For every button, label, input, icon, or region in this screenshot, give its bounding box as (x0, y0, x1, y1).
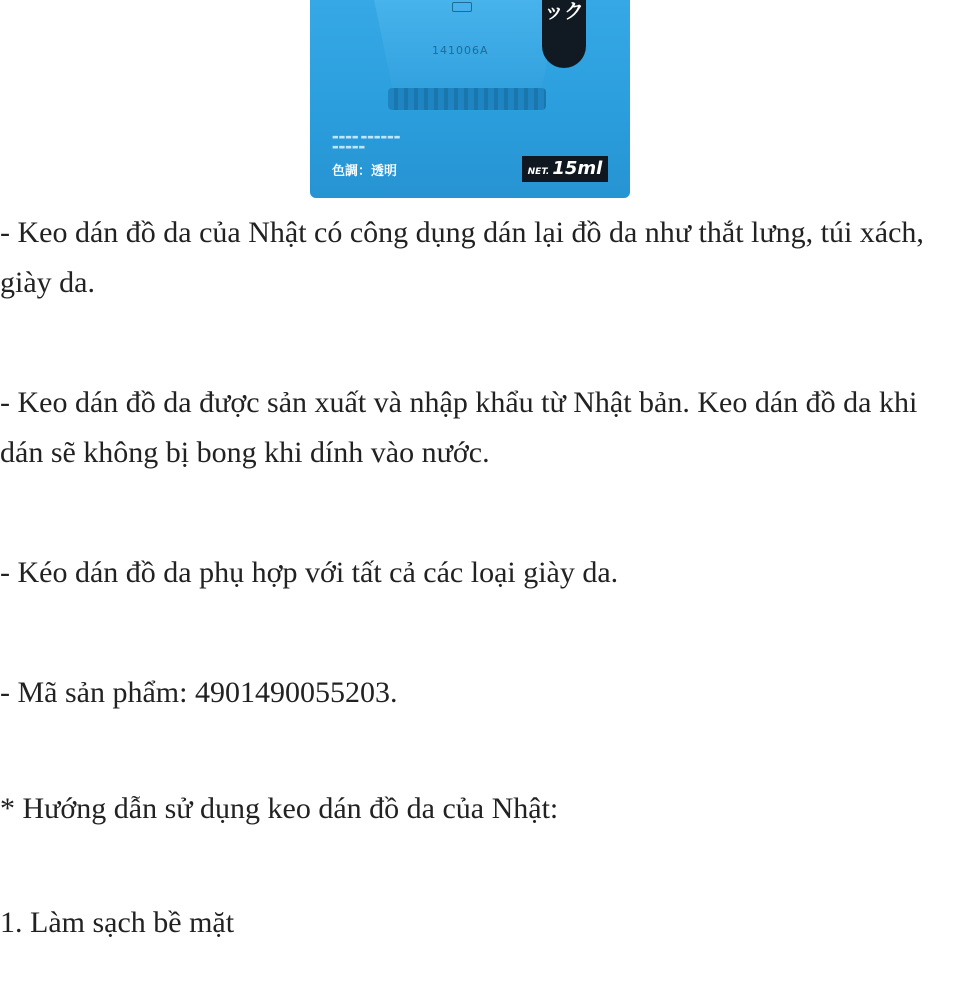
package-color-label: 色調：透明 (332, 164, 398, 179)
net-volume-badge (522, 156, 608, 182)
paragraph-product-code: - Mã sản phẩm: 4901490055203. (0, 676, 398, 709)
brand-side-band: ック (542, 0, 586, 68)
tube-logo-mark (452, 2, 472, 12)
net-prefix: NET. (527, 167, 550, 177)
tube-crimp (388, 88, 546, 110)
net-amount: 15ml (552, 158, 603, 179)
package-fine-print: ▬▬▬▬ ▬▬▬▬▬▬ ▬▬▬▬▬ (332, 133, 401, 151)
paragraph-usage: - Keo dán đồ da của Nhật có công dụng dán lại đồ da như thắt lưng, túi xách, giày da. (0, 216, 924, 299)
paragraph-instructions-heading: * Hướng dẫn sử dụng keo dán đồ da của Nhật: (0, 792, 559, 825)
product-image (310, 0, 630, 198)
tube-batch-code: 141006A (432, 44, 489, 57)
paragraph-step-1: 1. Làm sạch bề mặt (0, 906, 235, 939)
paragraph-compatibility: - Kéo dán đồ da phụ hợp với tất cả các loại giày da. (0, 556, 619, 589)
paragraph-origin: - Keo dán đồ da được sản xuất và nhập khẩu từ Nhật bản. Keo dán đồ da khi dán sẽ không bị bong khi dính vào nước. (0, 386, 918, 469)
